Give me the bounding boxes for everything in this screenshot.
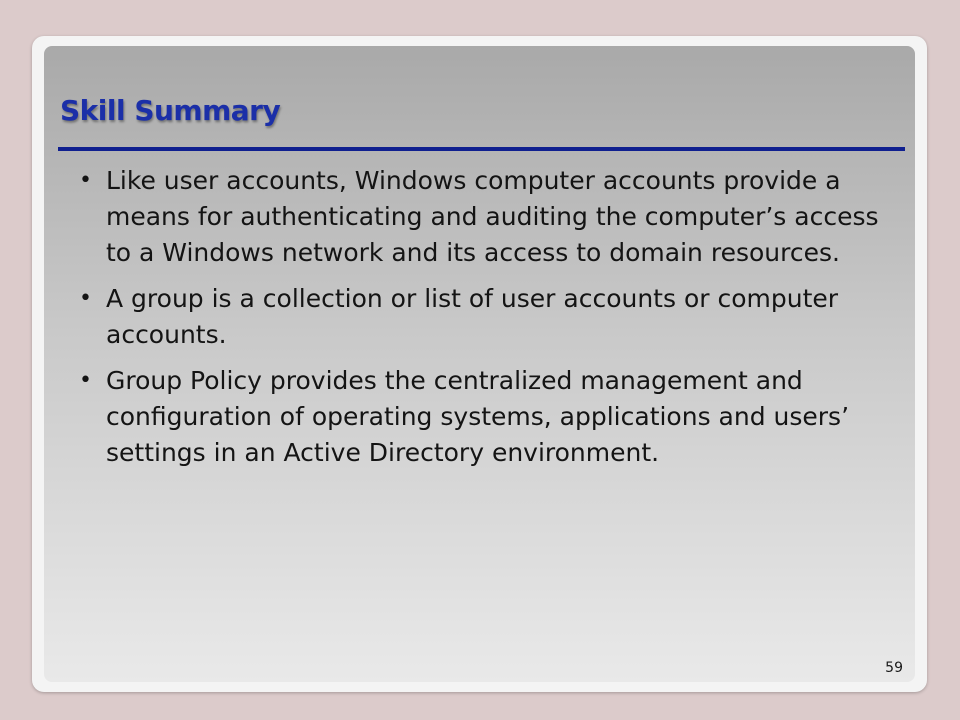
bullet-dot-icon: • <box>79 286 92 311</box>
bullet-text: Like user accounts, Windows computer accounts provide a means for authenticating and auditing the computer’s access to a Windows network and its access to domain resources. <box>106 166 879 267</box>
bullet-item <box>79 363 906 471</box>
bullet-item <box>79 163 906 271</box>
bullet-text: Group Policy provides the centralized management and configuration of operating systems, applications and users’ settings in an Active Directory environment. <box>106 366 850 467</box>
slide <box>44 46 915 682</box>
bullet-list <box>79 163 906 481</box>
bullet-dot-icon: • <box>79 368 92 393</box>
page-number: 59 <box>885 660 903 676</box>
bullet-text: A group is a collection or list of user accounts or computer accounts. <box>106 284 839 349</box>
slide-title: Skill Summary <box>60 94 281 127</box>
bullet-item <box>79 281 906 353</box>
bullet-dot-icon: • <box>79 168 92 193</box>
title-underline <box>58 147 905 151</box>
